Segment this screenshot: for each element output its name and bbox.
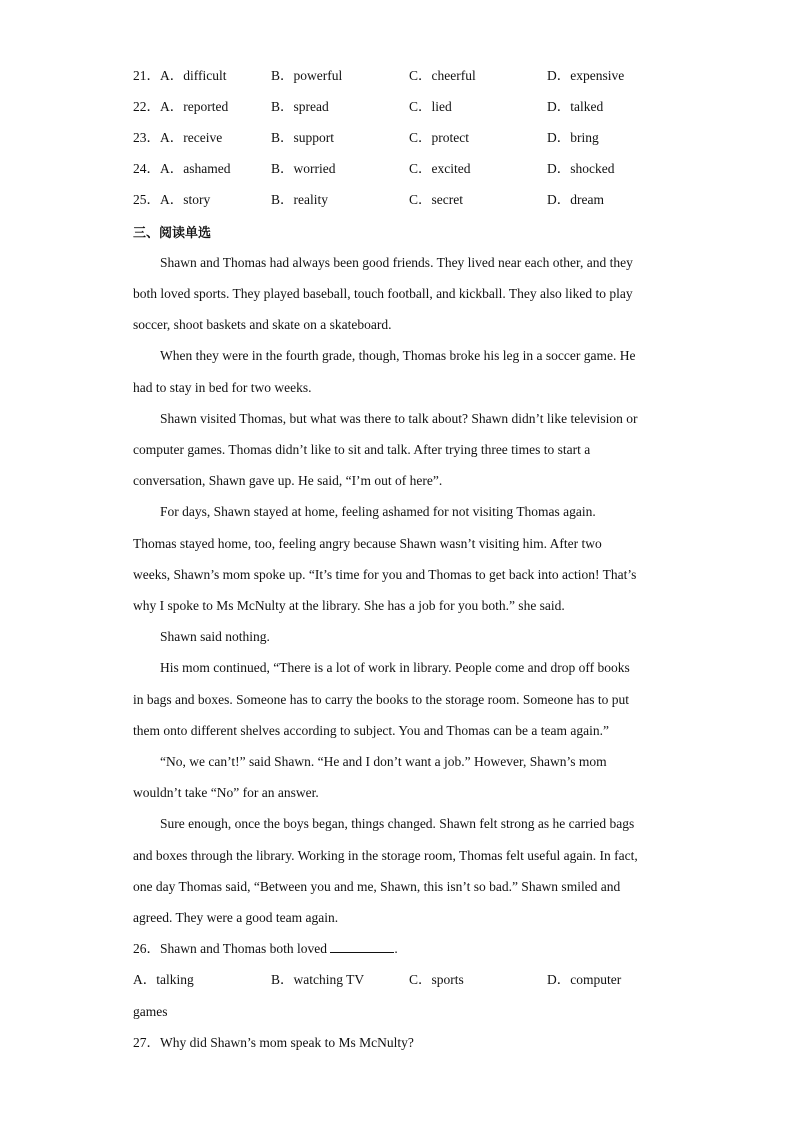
passage-line: computer games. Thomas didn’t like to sit and talk. After trying three times to start a	[133, 442, 591, 457]
question-26-stem	[133, 939, 398, 959]
passage-line: For days, Shawn stayed at home, feeling ashamed for not visiting Thomas again.	[160, 504, 596, 519]
option-c: C．protect	[409, 130, 469, 145]
passage-line: “No, we can’t!” said Shawn. “He and I don’t want a job.” However, Shawn’s mom	[160, 754, 607, 769]
option-d-continuation: games	[133, 1004, 168, 1019]
option-b: B．worried	[271, 161, 336, 176]
passage-line: why I spoke to Ms McNulty at the library. She has a job for you both.” she said.	[133, 598, 565, 613]
option-a	[133, 97, 228, 117]
question-number: 25．	[133, 192, 160, 207]
passage-line: had to stay in bed for two weeks.	[133, 380, 312, 395]
option-d: D．talked	[547, 99, 604, 114]
passage-line: wouldn’t take “No” for an answer.	[133, 785, 319, 800]
passage-line: and boxes through the library. Working in the storage room, Thomas felt useful again. In fact,	[133, 848, 638, 863]
option-a: A．talking	[133, 972, 194, 987]
question-number: 24．	[133, 161, 160, 176]
option-a	[133, 66, 227, 86]
option-d: D．computer	[547, 972, 622, 987]
passage-line: weeks, Shawn’s mom spoke up. “It’s time for you and Thomas to get back into action! That’s	[133, 567, 637, 582]
option-a	[133, 128, 222, 148]
passage-line: in bags and boxes. Someone has to carry the books to the storage room. Someone has to put	[133, 692, 630, 707]
option-d: D．bring	[547, 130, 599, 145]
option-d: D．expensive	[547, 68, 625, 83]
option-a	[133, 190, 210, 210]
passage-line: Shawn visited Thomas, but what was there to talk about? Shawn didn’t like television or	[160, 411, 638, 426]
option-d: D．shocked	[547, 161, 615, 176]
answer-blank	[330, 940, 394, 953]
question-number: 21．	[133, 68, 160, 83]
passage-line: Shawn and Thomas had always been good friends. They lived near each other, and they	[160, 255, 633, 270]
question-text: 26．Shawn and Thomas both loved	[133, 941, 327, 956]
passage-line: conversation, Shawn gave up. He said, “I’m out of here”.	[133, 473, 443, 488]
question-27-stem: 27．Why did Shawn’s mom speak to Ms McNulty?	[133, 1035, 414, 1050]
option-a-text: A．receive	[160, 130, 223, 145]
option-a-text: A．story	[160, 192, 211, 207]
section-heading: 三、阅读单选	[133, 226, 212, 241]
option-b: B．watching TV	[271, 972, 365, 987]
question-punctuation: .	[394, 941, 398, 956]
question-number: 23．	[133, 130, 160, 145]
passage-line: His mom continued, “There is a lot of work in library. People come and drop off books	[160, 660, 630, 675]
option-c: C．secret	[409, 192, 463, 207]
option-b: B．powerful	[271, 68, 343, 83]
passage-line: one day Thomas said, “Between you and me, Shawn, this isn’t so bad.” Shawn smiled and	[133, 879, 621, 894]
option-a	[133, 159, 230, 179]
option-b: B．support	[271, 130, 335, 145]
question-number: 22．	[133, 99, 160, 114]
passage-line: agreed. They were a good team again.	[133, 910, 339, 925]
option-a-text: A．reported	[160, 99, 229, 114]
option-b: B．reality	[271, 192, 328, 207]
passage-line: soccer, shoot baskets and skate on a skateboard.	[133, 317, 392, 332]
option-a-text: A．ashamed	[160, 161, 231, 176]
passage-line: Sure enough, once the boys began, things changed. Shawn felt strong as he carried bags	[160, 816, 635, 831]
option-c: C．lied	[409, 99, 452, 114]
option-d: D．dream	[547, 192, 604, 207]
passage-line: them onto different shelves according to subject. You and Thomas can be a team again.”	[133, 723, 609, 738]
option-b: B．spread	[271, 99, 329, 114]
option-c: C．excited	[409, 161, 471, 176]
passage-line: Thomas stayed home, too, feeling angry because Shawn wasn’t visiting him. After two	[133, 536, 602, 551]
passage-line: When they were in the fourth grade, though, Thomas broke his leg in a soccer game. He	[160, 348, 636, 363]
option-c: C．sports	[409, 972, 464, 987]
passage-line: both loved sports. They played baseball, touch football, and kickball. They also liked to play	[133, 286, 633, 301]
option-a-text: A．difficult	[160, 68, 227, 83]
passage-line: Shawn said nothing.	[160, 629, 270, 644]
option-c: C．cheerful	[409, 68, 476, 83]
